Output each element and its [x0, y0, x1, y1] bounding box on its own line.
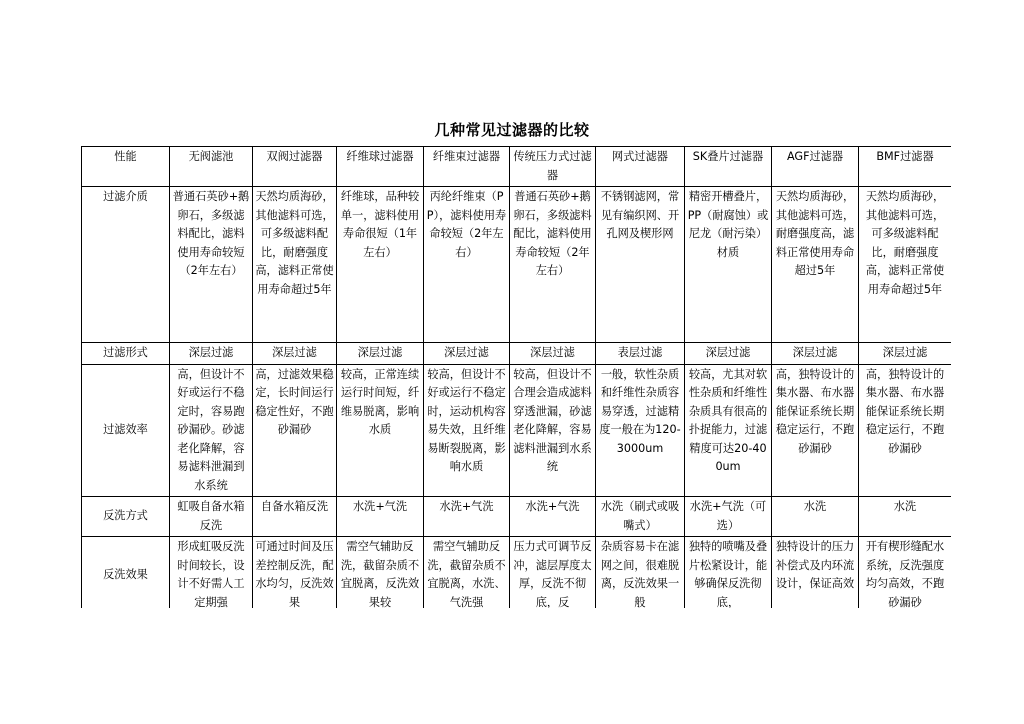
table-row: [82, 343, 952, 365]
table-cell: 水洗（刷式或吸嘴式）: [596, 497, 685, 537]
header-cell: 纤维束过滤器: [424, 147, 510, 187]
table-cell: 较高，但设计不合理会造成滤料穿透泄漏，砂滤老化降解，容易滤料泄漏到水系统: [510, 364, 596, 497]
header-cell: 纤维球过滤器: [337, 147, 424, 187]
table-cell: 不锈钢滤网，常见有编织网、开孔网及楔形网: [596, 187, 685, 343]
row-header: 过滤介质: [82, 187, 170, 343]
table-cell: 深层过滤: [510, 343, 596, 365]
table-cell: 深层过滤: [337, 343, 424, 365]
table-cell: 较高，正常连续运行时间短，纤维易脱离，影响水质: [337, 364, 424, 497]
table-cell: 深层过滤: [253, 343, 337, 365]
table-row: [82, 497, 952, 537]
comparison-table-viewport: [81, 146, 951, 608]
table-cell: 精密开槽叠片，PP（耐腐蚀）或尼龙（耐污染）材质: [685, 187, 772, 343]
table-row: [82, 187, 952, 343]
table-cell: 较高，尤其对软性杂质和纤维性杂质具有很高的扑捉能力，过滤精度可达20-400um: [685, 364, 772, 497]
header-cell: BMF过滤器: [859, 147, 952, 187]
table-cell: 天然均质海砂，其他滤料可选，可多级滤料配比，耐磨强度高，滤料正常使用寿命超过5年: [859, 187, 952, 343]
table-cell: 自备水箱反洗: [253, 497, 337, 537]
table-cell: 杂质容易卡在滤网之间，很难脱离，反洗效果一般: [596, 537, 685, 609]
row-header: 反洗效果: [82, 537, 170, 609]
table-cell: 天然均质海砂，其他滤料可选，可多级滤料配比，耐磨强度高，滤料正常使用寿命超过5年: [253, 187, 337, 343]
header-cell: 网式过滤器: [596, 147, 685, 187]
table-cell: 开有楔形缝配水系统，反洗强度均匀高效，不跑砂漏砂: [859, 537, 952, 609]
header-cell: SK叠片过滤器: [685, 147, 772, 187]
row-header: 过滤效率: [82, 364, 170, 497]
table-row: [82, 537, 952, 609]
table-cell: 水洗+气洗: [337, 497, 424, 537]
table-cell: 高，过滤效果稳定，长时间运行稳定性好，不跑砂漏砂: [253, 364, 337, 497]
table-cell: 深层过滤: [685, 343, 772, 365]
header-cell: 性能: [82, 147, 170, 187]
table-cell: 形成虹吸反洗时间较长，设计不好需人工定期强: [170, 537, 253, 609]
table-cell: 普通石英砂+鹅卵石，多级滤料配比，滤料使用寿命较短（2年左右）: [170, 187, 253, 343]
header-row: [82, 147, 952, 187]
table-cell: 深层过滤: [859, 343, 952, 365]
table-cell: 深层过滤: [170, 343, 253, 365]
header-cell: 双阀过滤器: [253, 147, 337, 187]
table-cell: 一般，软性杂质和纤维性杂质容易穿透，过滤精度一般在为120-3000um: [596, 364, 685, 497]
table-cell: 需空气辅助反洗，截留杂质不宜脱离，水洗、气洗强: [424, 537, 510, 609]
comparison-table: [81, 146, 951, 608]
table-cell: 天然均质海砂，其他滤料可选，耐磨强度高，滤料正常使用寿命超过5年: [772, 187, 859, 343]
table-cell: 深层过滤: [772, 343, 859, 365]
table-cell: 水洗: [859, 497, 952, 537]
table-cell: 压力式可调节反冲，滤层厚度太厚，反洗不彻底，反: [510, 537, 596, 609]
table-cell: 可通过时间及压差控制反洗，配水均匀，反洗效果: [253, 537, 337, 609]
header-cell: AGF过滤器: [772, 147, 859, 187]
row-header: 过滤形式: [82, 343, 170, 365]
table-cell: 水洗+气洗: [424, 497, 510, 537]
table-cell: 独特设计的压力补偿式及内环流设计，保证高效: [772, 537, 859, 609]
table-cell: 水洗+气洗: [510, 497, 596, 537]
table-cell: 高，但设计不好或运行不稳定时，容易跑砂漏砂。砂滤老化降解，容易滤料泄漏到水系统: [170, 364, 253, 497]
table-cell: 深层过滤: [424, 343, 510, 365]
table-cell: 纤维球，品种较单一，滤料使用寿命很短（1年左右）: [337, 187, 424, 343]
table-cell: 普通石英砂+鹅卵石，多级滤料配比，滤料使用寿命较短（2年左右）: [510, 187, 596, 343]
table-cell: 表层过滤: [596, 343, 685, 365]
table-cell: 丙纶纤维束（PP），滤料使用寿命较短（2年左右）: [424, 187, 510, 343]
table-cell: 需空气辅助反洗，截留杂质不宜脱离，反洗效果较: [337, 537, 424, 609]
table-cell: 高，独特设计的集水器、布水器能保证系统长期稳定运行，不跑砂漏砂: [859, 364, 952, 497]
table-cell: 高，独特设计的集水器、布水器能保证系统长期稳定运行，不跑砂漏砂: [772, 364, 859, 497]
table-row: [82, 364, 952, 497]
table-cell: 较高，但设计不好或运行不稳定时，运动机构容易失效，且纤维易断裂脱离，影响水质: [424, 364, 510, 497]
header-cell: 无阀滤池: [170, 147, 253, 187]
table-cell: 水洗+气洗（可选）: [685, 497, 772, 537]
row-header: 反洗方式: [82, 497, 170, 537]
table-cell: 虹吸自备水箱反洗: [170, 497, 253, 537]
page-title: 几种常见过滤器的比较: [434, 121, 590, 139]
table-cell: 独特的喷嘴及叠片松紧设计，能够确保反洗彻底，: [685, 537, 772, 609]
header-cell: 传统压力式过滤器: [510, 147, 596, 187]
table-cell: 水洗: [772, 497, 859, 537]
